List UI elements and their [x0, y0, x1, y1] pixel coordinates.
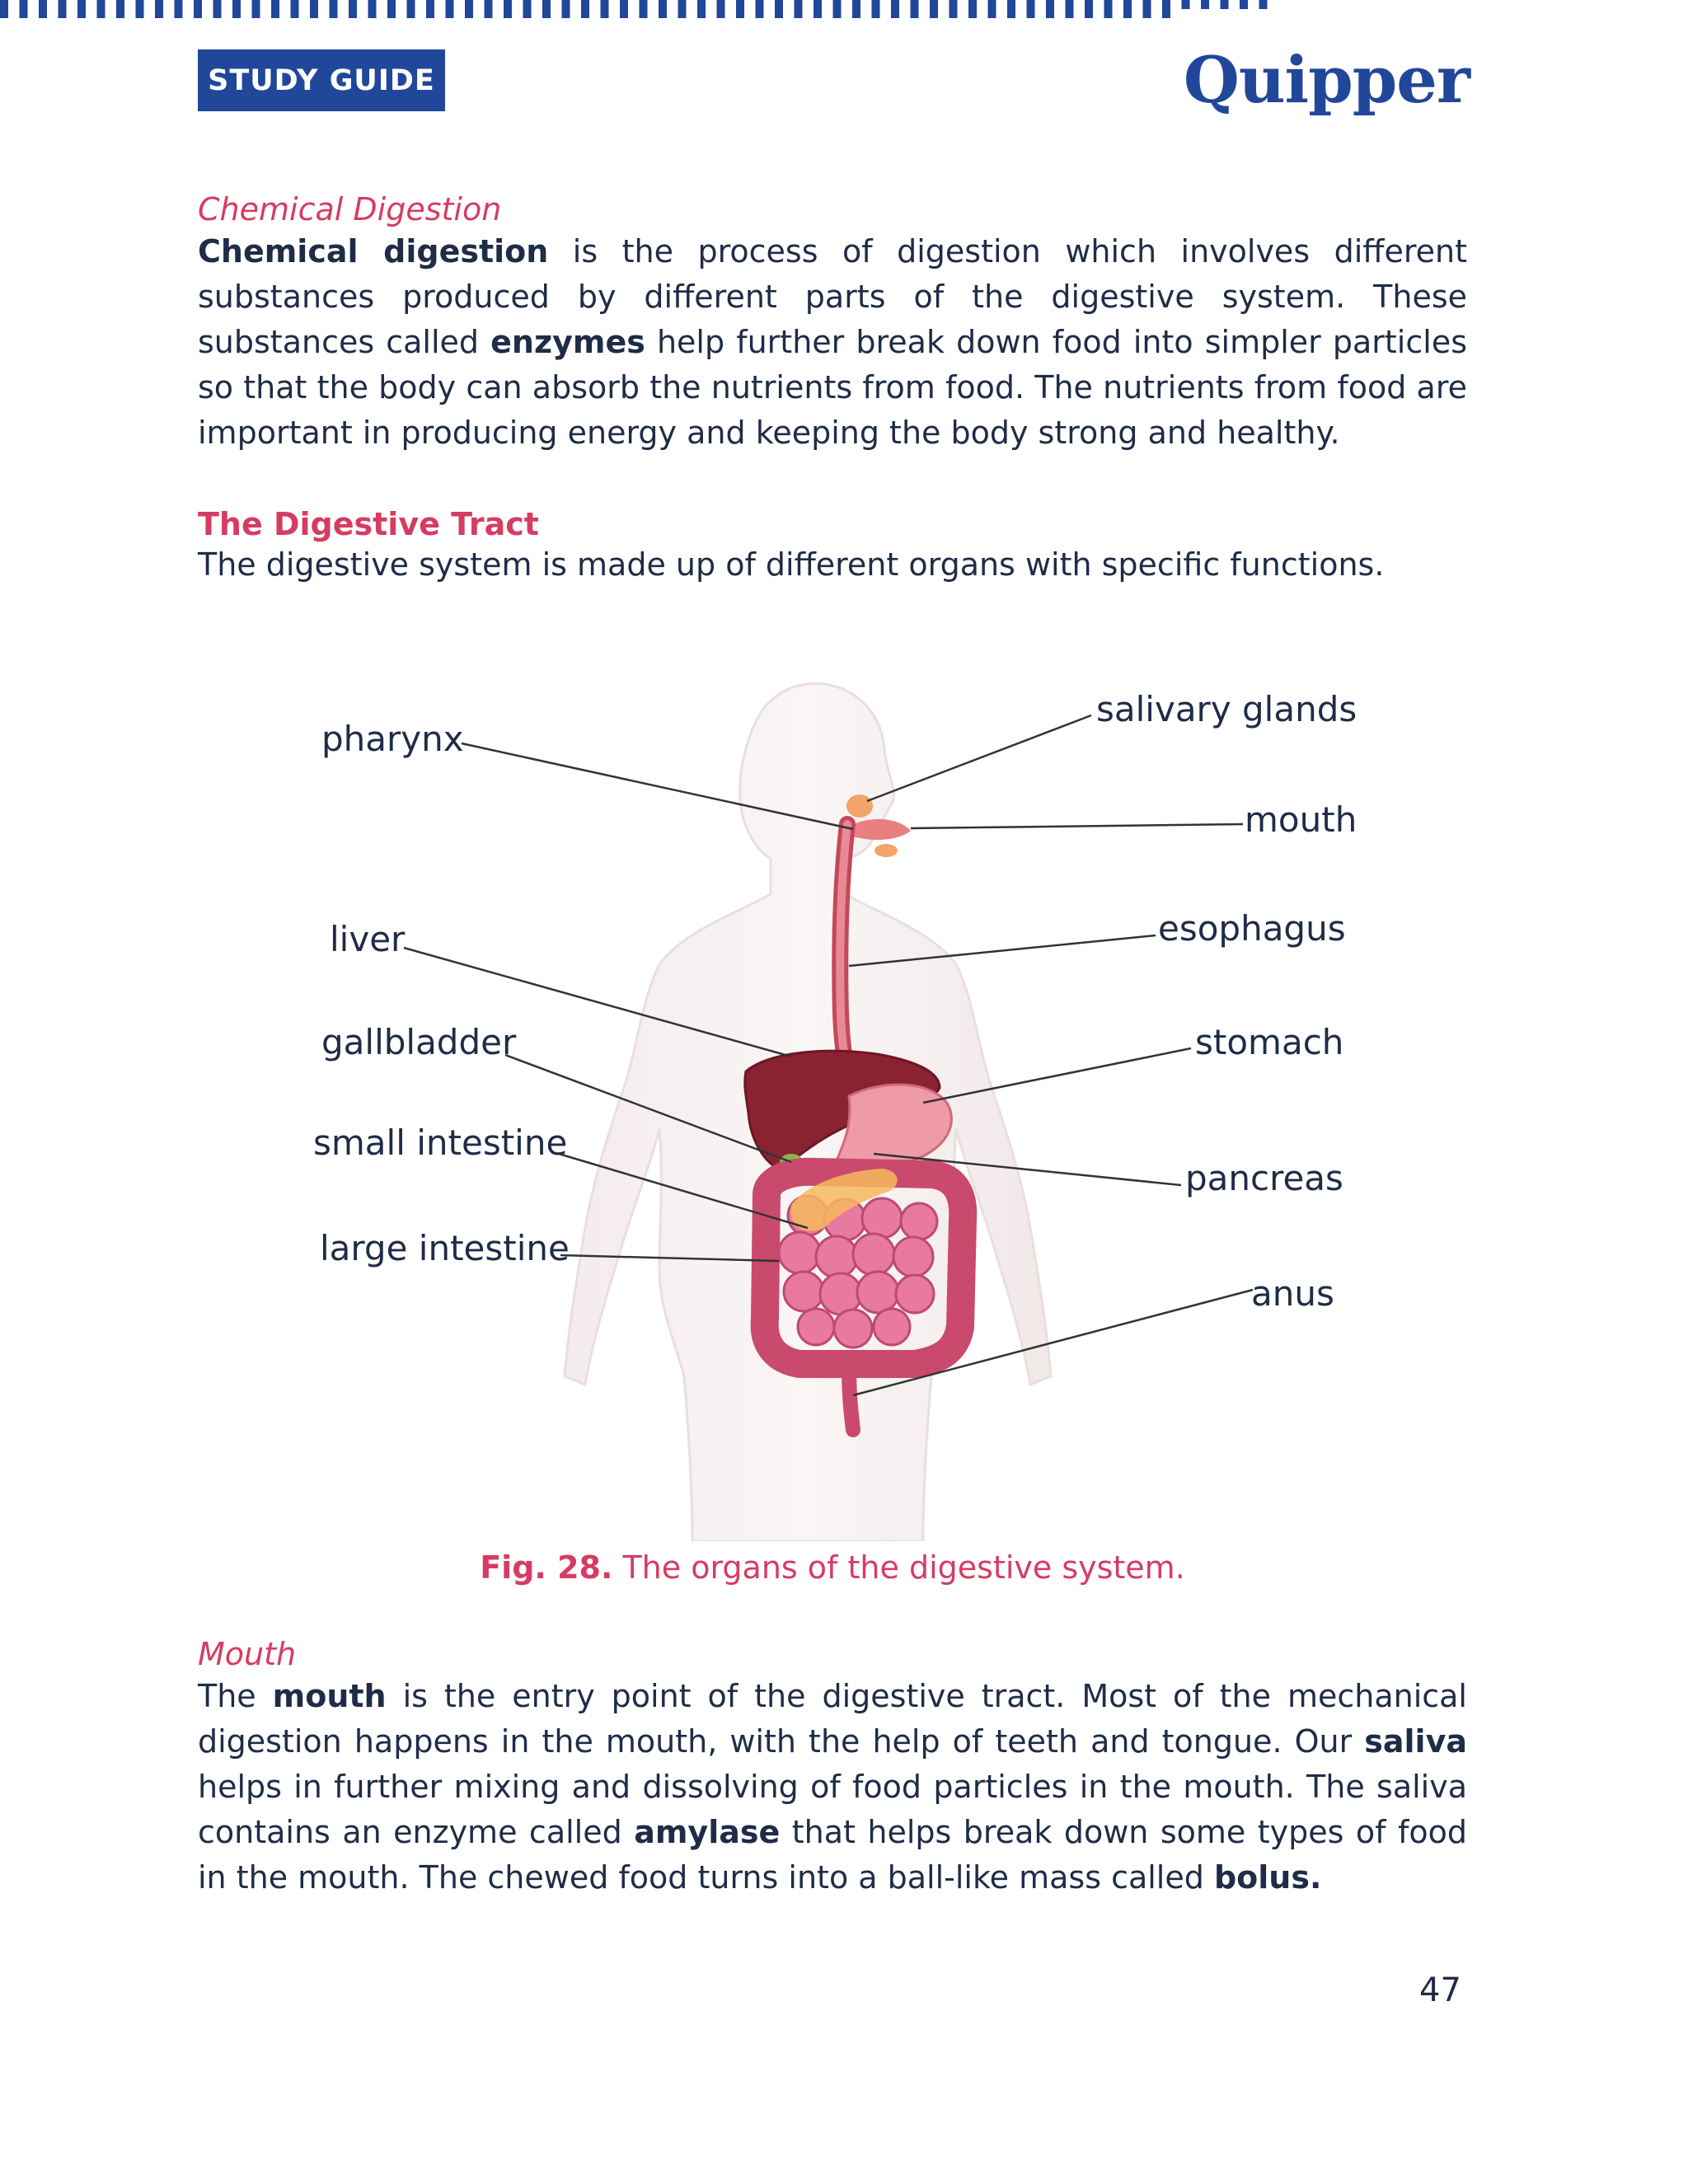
digestive-tract-intro: The digestive system is made up of different organs with specific functions. [198, 546, 1385, 583]
term-bolus: bolus. [1213, 1859, 1322, 1896]
page-number: 47 [1419, 1971, 1461, 2009]
leader-mouth [911, 824, 1243, 828]
mouth-text-3: helps in further mixing and dissolving of food particles in the mouth. The saliva contains an enzyme called [198, 1769, 1467, 1850]
salivary-glands-shape [846, 794, 873, 818]
chemical-digestion-section [198, 191, 1467, 456]
top-dotted-divider [0, 0, 1269, 9]
caption-number: Fig. 28. [480, 1549, 613, 1586]
label-liver: liver [330, 919, 406, 959]
chemical-digestion-paragraph [198, 229, 1467, 456]
term-enzymes: enzymes [490, 324, 645, 360]
label-pancreas: pancreas [1185, 1158, 1343, 1198]
salivary-gland-lower [874, 844, 898, 857]
chemical-digestion-heading: Chemical Digestion [198, 191, 502, 227]
term-mouth: mouth [272, 1678, 387, 1714]
chemical-text-2: help further break down food into simpler particles so that the body can absorb the nutrients from food. The nutrients from food are important in producing energy and keeping the body strong and healthy. [198, 324, 1467, 451]
digestive-tract-heading: The Digestive Tract [198, 506, 539, 542]
figure-caption [198, 1549, 1467, 1586]
label-large-intestine: large intestine [320, 1228, 570, 1268]
mouth-text-1: The [198, 1678, 273, 1714]
bottom-dotted-divider [0, 9, 1172, 18]
label-mouth: mouth [1245, 799, 1357, 840]
label-salivary-glands: salivary glands [1096, 689, 1357, 729]
label-gallbladder: gallbladder [321, 1022, 517, 1062]
label-pharynx: pharynx [321, 719, 464, 759]
term-chemical-digestion: Chemical digestion [198, 233, 549, 269]
digestive-system-illustration [305, 668, 1393, 1541]
chemical-text-1: is the process of digestion which involves different substances produced by different parts of the digestive system. These substances called [198, 233, 1467, 360]
mouth-paragraph [198, 1674, 1467, 1900]
label-esophagus: esophagus [1158, 908, 1346, 949]
term-saliva: saliva [1364, 1723, 1467, 1760]
digestive-tract-section [198, 506, 1467, 588]
mouth-section [198, 1636, 1467, 1900]
anus-shape [849, 1364, 853, 1430]
leader-salivary-glands [867, 715, 1091, 801]
badge-label: STUDY GUIDE [208, 63, 435, 97]
digestive-system-figure [305, 668, 1393, 1541]
mouth-heading: Mouth [198, 1636, 297, 1672]
term-amylase: amylase [634, 1814, 781, 1850]
label-small-intestine: small intestine [313, 1122, 568, 1163]
label-anus: anus [1251, 1273, 1334, 1314]
study-guide-badge [198, 49, 445, 111]
mouth-text-2: is the entry point of the digestive tract. Most of the mechanical digestion happens in the mouth, with the help of teeth and tongue. Our [198, 1678, 1467, 1760]
label-stomach: stomach [1195, 1022, 1344, 1062]
caption-text: The organs of the digestive system. [612, 1549, 1185, 1586]
quipper-logo: Quipper [1183, 43, 1470, 118]
mouth-shape [853, 819, 911, 840]
mouth-text-4: that helps break down some types of food in the mouth. The chewed food turns into a ball-like mass called [198, 1814, 1467, 1896]
